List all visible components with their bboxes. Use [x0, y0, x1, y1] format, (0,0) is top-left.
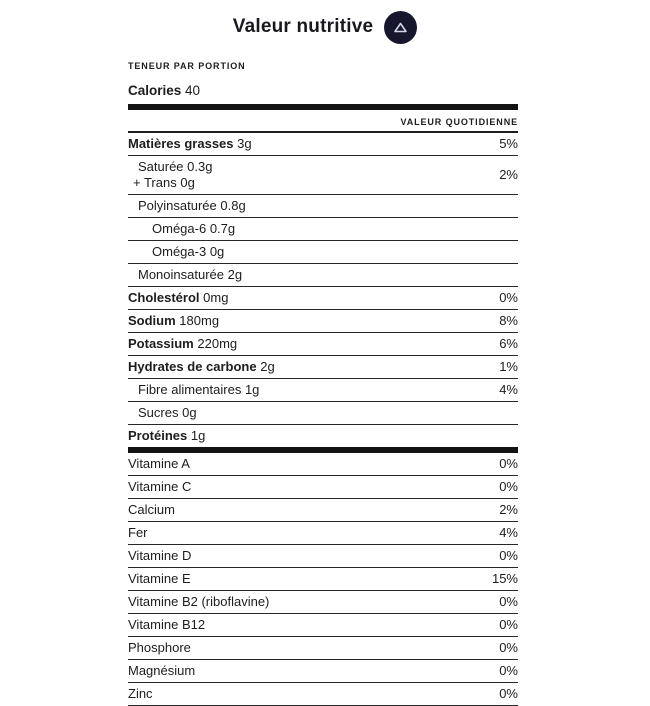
calories-amount: 40 [185, 83, 201, 98]
nutrient-row [128, 333, 518, 356]
nutrient-row [128, 133, 518, 156]
nutrient-label: Fer [128, 525, 148, 540]
micronutrient-row [128, 545, 518, 568]
nutrient-label: Oméga-6 0.7g [152, 221, 236, 236]
nutrient-label: Matières grasses 3g [128, 136, 252, 151]
panel-title: Valeur nutritive [232, 16, 374, 37]
daily-value: 6% [499, 336, 518, 351]
daily-value: 0% [499, 479, 518, 494]
nutrient-label: Vitamine B12 [128, 617, 206, 632]
nutrient-label: Vitamine A [128, 456, 190, 471]
chevron-up-icon [393, 21, 408, 34]
nutrient-label: Monoinsaturée 2g [138, 267, 243, 282]
nutrient-label: Polyinsaturée 0.8g [138, 198, 246, 213]
nutrient-row [128, 218, 518, 241]
daily-value: 0% [499, 456, 518, 471]
nutrient-label: Vitamine E [128, 571, 191, 586]
nutrient-label: Hydrates de carbone 2g [128, 359, 275, 374]
daily-value: 2% [499, 502, 518, 517]
nutrient-row [128, 156, 518, 195]
nutrient-label: Vitamine C [128, 479, 192, 494]
nutrient-row [128, 241, 518, 264]
nutrient-label: Fibre alimentaires 1g [138, 382, 260, 397]
daily-value: 0% [499, 640, 518, 655]
daily-value: 0% [499, 290, 518, 305]
daily-value: 4% [499, 382, 518, 397]
nutrient-row [128, 402, 518, 425]
micronutrient-row [128, 660, 518, 683]
nutrient-label: Potassium 220mg [128, 336, 238, 351]
micronutrient-row [128, 522, 518, 545]
nutrient-label: Zinc [128, 686, 153, 701]
nutrient-label: Sucres 0g [138, 405, 197, 420]
nutrient-label: Saturée 0.3g + Trans 0g [133, 159, 213, 190]
nutrient-label: Calcium [128, 502, 175, 517]
nutrient-rows [128, 133, 518, 453]
daily-value: 8% [499, 313, 518, 328]
nutrient-label: Sodium 180mg [128, 313, 220, 328]
micronutrient-rows [128, 453, 518, 706]
micronutrient-row [128, 683, 518, 706]
daily-value: 1% [499, 359, 518, 374]
nutrient-row [128, 195, 518, 218]
micronutrient-row [128, 568, 518, 591]
nutrient-row [128, 287, 518, 310]
micronutrient-row [128, 591, 518, 614]
daily-value-header: VALEUR QUOTIDIENNE [128, 110, 518, 133]
daily-value: 2% [499, 167, 518, 182]
nutrient-label: Cholestérol 0mg [128, 290, 229, 305]
nutrient-label: Phosphore [128, 640, 191, 655]
micronutrient-row [128, 637, 518, 660]
daily-value: 0% [499, 663, 518, 678]
panel-header [0, 9, 650, 45]
daily-value: 0% [499, 686, 518, 701]
nutrient-row [128, 379, 518, 402]
daily-value: 0% [499, 594, 518, 609]
nutrient-row [128, 425, 518, 453]
calories-row [128, 83, 518, 104]
daily-value: 15% [491, 571, 518, 586]
nutrient-label: Magnésium [128, 663, 196, 678]
nutrition-table [128, 61, 518, 706]
daily-value: 0% [499, 548, 518, 563]
micronutrient-row [128, 453, 518, 476]
micronutrient-row [128, 476, 518, 499]
nutrient-label: Oméga-3 0g [152, 244, 225, 259]
nutrient-label: Vitamine B2 (riboflavine) [128, 594, 270, 609]
nutrient-row [128, 264, 518, 287]
nutrient-label: Vitamine D [128, 548, 192, 563]
daily-value: 0% [499, 617, 518, 632]
collapse-toggle-button[interactable] [384, 11, 417, 44]
micronutrient-row [128, 499, 518, 522]
nutrient-row [128, 356, 518, 379]
micronutrient-row [128, 614, 518, 637]
daily-value: 5% [499, 136, 518, 151]
serving-label: TENEUR PAR PORTION [128, 61, 246, 71]
nutrient-row [128, 310, 518, 333]
nutrient-label: Protéines 1g [128, 428, 206, 443]
daily-value: 4% [499, 525, 518, 540]
calories-label: Calories [128, 83, 182, 98]
